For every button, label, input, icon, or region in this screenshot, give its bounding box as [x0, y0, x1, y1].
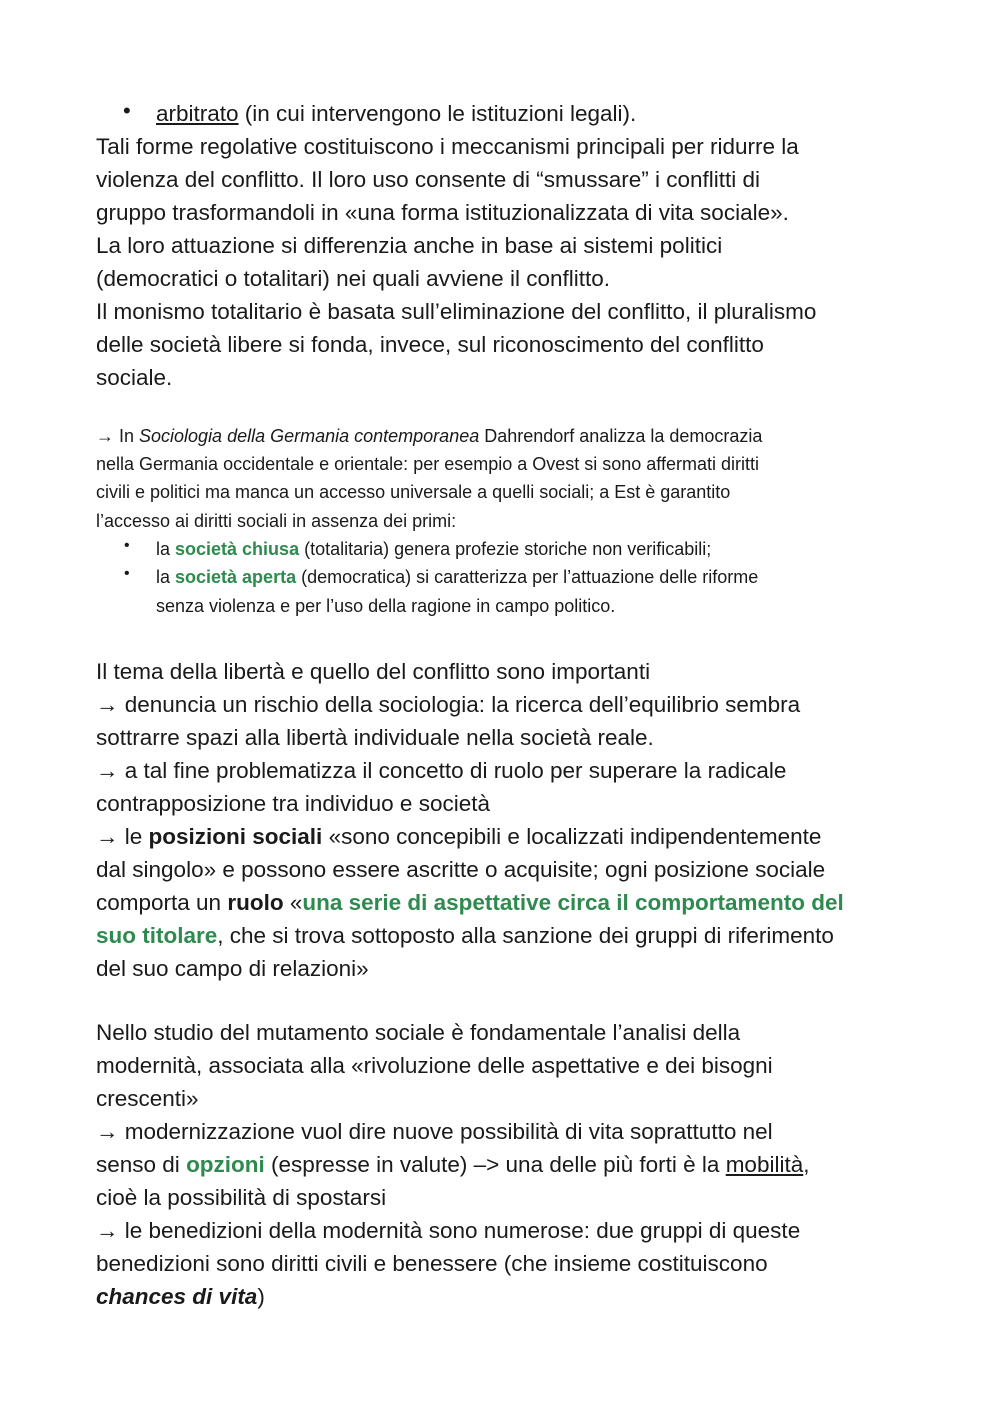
- paragraph-line: → le posizioni sociali «sono concepibili e localizzati indipendentemente: [96, 824, 822, 849]
- term-posizioni-sociali: posizioni sociali: [148, 824, 323, 849]
- note-line: → In Sociologia della Germania contemporanea Dahrendorf analizza la democrazia: [96, 426, 763, 446]
- paragraph-line: contrapposizione tra individuo e società: [96, 791, 490, 816]
- term-societa-chiusa: società chiusa: [175, 539, 300, 559]
- paragraph-line: (democratici o totalitari) nei quali avviene il conflitto.: [96, 266, 610, 291]
- book-title: Sociologia della Germania contemporanea: [139, 426, 480, 446]
- paragraph-line: comporta un ruolo «una serie di aspettative circa il comportamento del: [96, 890, 844, 915]
- bullet-societa-chiusa: la società chiusa (totalitaria) genera profezie storiche non verificabili;: [156, 539, 712, 559]
- paragraph-line: La loro attuazione si differenzia anche in base ai sistemi politici: [96, 233, 723, 258]
- term-arbitrato: arbitrato: [156, 101, 239, 126]
- bullet-arbitrato: arbitrato (in cui intervengono le istituzioni legali).: [156, 101, 637, 126]
- bullet-societa-aperta: la società aperta (democratica) si caratterizza per l’attuazione delle riforme: [156, 567, 759, 587]
- note-line: civili e politici ma manca un accesso universale a quelli sociali; a Est è garantito: [96, 482, 731, 502]
- paragraph-line: delle società libere si fonda, invece, sul riconoscimento del conflitto: [96, 332, 764, 357]
- bullet-dot: •: [124, 565, 130, 582]
- paragraph-line: crescenti»: [96, 1086, 199, 1111]
- paragraph-line: senso di opzioni (espresse in valute) –> una delle più forti è la mobilità,: [96, 1152, 810, 1177]
- bullet-dot: •: [123, 98, 131, 123]
- paragraph-line: benedizioni sono diritti civili e benessere (che insieme costituiscono: [96, 1251, 768, 1276]
- paragraph-line: → a tal fine problematizza il concetto di ruolo per superare la radicale: [96, 758, 787, 783]
- paragraph-line: sociale.: [96, 365, 173, 390]
- term-mobilita: mobilità: [725, 1152, 804, 1177]
- term-opzioni: opzioni: [186, 1152, 265, 1177]
- definition-ruolo-cont: suo titolare: [96, 923, 218, 948]
- paragraph-line: → modernizzazione vuol dire nuove possibilità di vita soprattutto nel: [96, 1119, 773, 1144]
- paragraph-line: Tali forme regolative costituiscono i meccanismi principali per ridurre la: [96, 134, 799, 159]
- definition-ruolo: una serie di aspettative circa il comportamento del: [302, 890, 844, 915]
- paragraph-line: → denuncia un rischio della sociologia: la ricerca dell’equilibrio sembra: [96, 692, 801, 717]
- note-line: nella Germania occidentale e orientale: per esempio a Ovest si sono affermati diritti: [96, 454, 760, 474]
- paragraph-line: chances di vita): [96, 1284, 265, 1309]
- note-line: l’accesso ai diritti sociali in assenza dei primi:: [96, 511, 457, 531]
- paragraph-line: Il tema della libertà e quello del conflitto sono importanti: [96, 659, 651, 684]
- paragraph-line: cioè la possibilità di spostarsi: [96, 1185, 387, 1210]
- paragraph-line: Nello studio del mutamento sociale è fondamentale l’analisi della: [96, 1020, 741, 1045]
- paragraph-line: gruppo trasformandoli in «una forma istituzionalizzata di vita sociale».: [96, 200, 789, 225]
- paragraph-line: violenza del conflitto. Il loro uso consente di “smussare” i conflitti di: [96, 167, 761, 192]
- paragraph-line: del suo campo di relazioni»: [96, 956, 369, 981]
- paragraph-line: sottrarre spazi alla libertà individuale nella società reale.: [96, 725, 654, 750]
- term-ruolo: ruolo: [227, 890, 284, 915]
- term-chances-di-vita: chances di vita: [96, 1284, 258, 1309]
- term-societa-aperta: società aperta: [175, 567, 297, 587]
- paragraph-line: dal singolo» e possono essere ascritte o acquisite; ogni posizione sociale: [96, 857, 826, 882]
- paragraph-line: suo titolare, che si trova sottoposto alla sanzione dei gruppi di riferimento: [96, 923, 834, 948]
- note-line: senza violenza e per l’uso della ragione in campo politico.: [156, 596, 616, 616]
- paragraph-line: modernità, associata alla «rivoluzione delle aspettative e dei bisogni: [96, 1053, 773, 1078]
- bullet-dot: •: [124, 537, 130, 554]
- paragraph-line: Il monismo totalitario è basata sull’eliminazione del conflitto, il pluralismo: [96, 299, 817, 324]
- paragraph-line: → le benedizioni della modernità sono numerose: due gruppi di queste: [96, 1218, 801, 1243]
